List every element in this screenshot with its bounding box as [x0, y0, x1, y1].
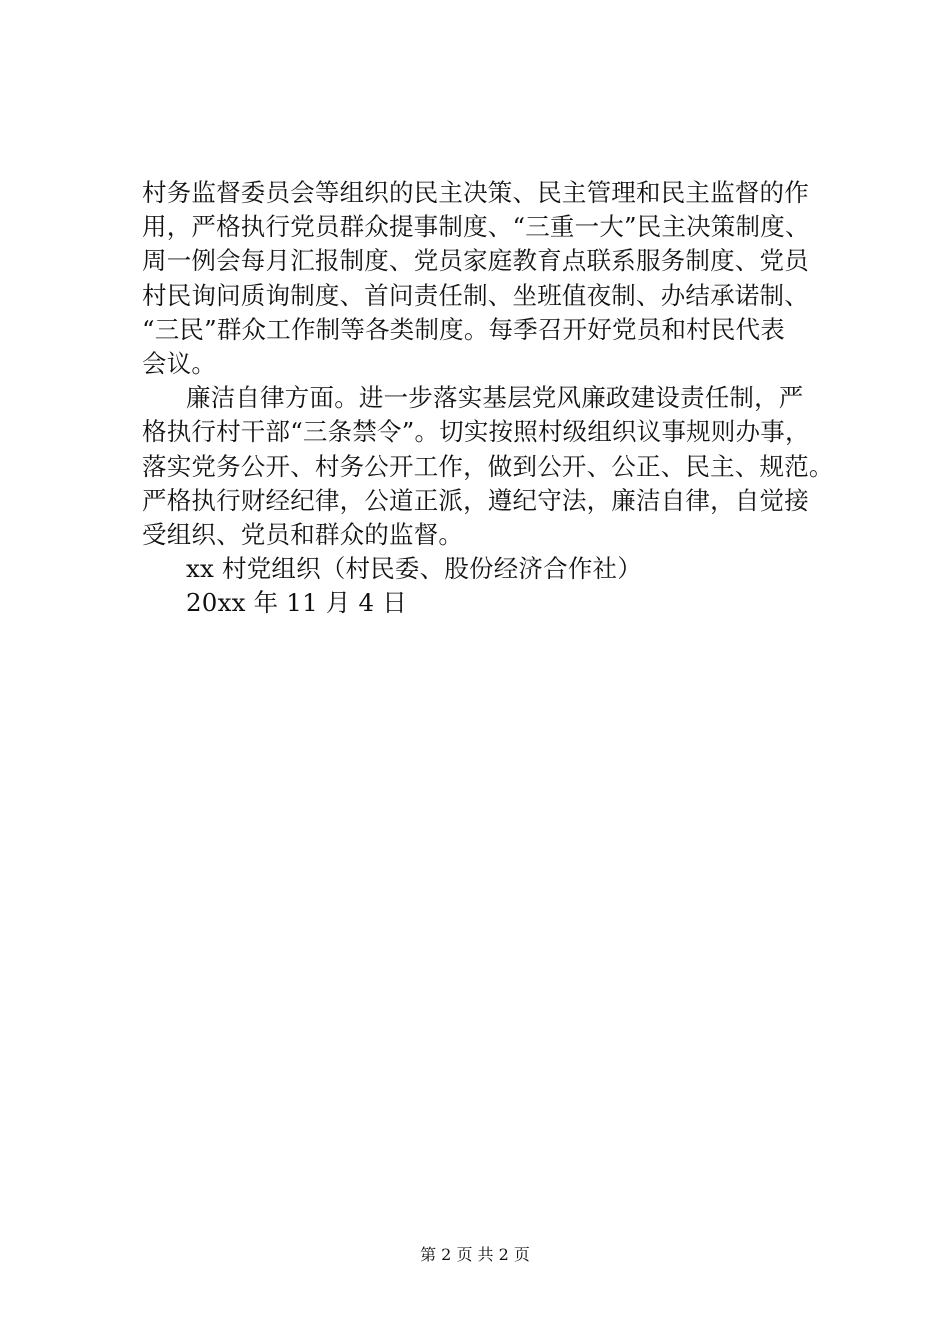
text-line: “三民”群众工作制等各类制度。每季召开好党员和村民代表 — [142, 314, 785, 344]
text-line: 会议。 — [142, 348, 217, 378]
text-line: 周一例会每月汇报制度、党员家庭教育点联系服务制度、党员 — [142, 246, 809, 276]
text-line: 格执行村干部“三条禁令”。切实按照村级组织议事规则办事， — [142, 417, 810, 447]
page-number-footer: 第 2 页 共 2 页 — [420, 1245, 530, 1264]
signature-line: xx 村党组织（村民委、股份经济合作社） — [186, 554, 642, 584]
text-line: 村务监督委员会等组织的民主决策、民主管理和民主监督的作 — [142, 178, 809, 207]
date-line: 20xx 年 11 月 4 日 — [186, 588, 408, 618]
text-line: 村民询问质询制度、首问责任制、坐班值夜制、办结承诺制、 — [142, 280, 809, 310]
text-line: 落实党务公开、村务公开工作，做到公开、公正、民主、规范。 — [142, 451, 834, 481]
document-body — [142, 176, 842, 620]
paragraph-continuation — [142, 176, 842, 381]
text-line: 受组织、党员和群众的监督。 — [142, 519, 464, 549]
text-line: 用，严格执行党员群众提事制度、“三重一大”民主决策制度、 — [142, 212, 810, 242]
text-line: 严格执行财经纪律，公道正派，遵纪守法，廉洁自律，自觉接 — [142, 485, 809, 515]
text-line: 廉洁自律方面。进一步落实基层党风廉政建设责任制，严 — [186, 383, 804, 413]
paragraph-integrity — [142, 381, 842, 552]
